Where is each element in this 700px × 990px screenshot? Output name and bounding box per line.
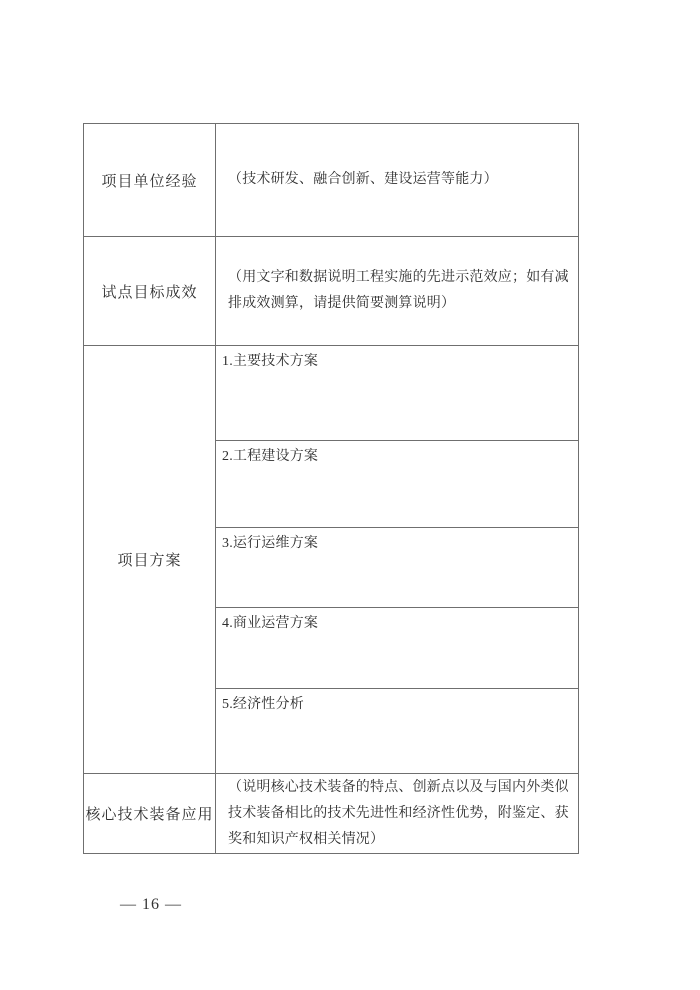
subrow-economic-analysis bbox=[216, 688, 578, 773]
subrow-heading: 4.商业运营方案 bbox=[222, 616, 319, 631]
row-content-text: （技术研发、融合创新、建设运营等能力） bbox=[228, 172, 498, 187]
table-row-project-plan bbox=[84, 345, 578, 773]
subrow-operation-maintenance-plan bbox=[216, 527, 578, 607]
subrow-engineering-construction-plan bbox=[216, 440, 578, 527]
row-label: 核心技术装备应用 bbox=[85, 807, 214, 823]
row-content-cell bbox=[216, 124, 578, 236]
project-plan-subrows bbox=[216, 346, 578, 773]
row-label-cell bbox=[84, 346, 216, 773]
row-label: 项目方案 bbox=[117, 553, 182, 569]
subrow-business-operation-plan bbox=[216, 607, 578, 688]
subrow-heading: 2.工程建设方案 bbox=[222, 449, 319, 464]
form-table bbox=[83, 123, 579, 854]
subrow-heading: 5.经济性分析 bbox=[222, 697, 304, 712]
row-content-text: （说明核心技术装备的特点、创新点以及与国内外类似技术装备相比的技术先进性和经济性优势，附鉴定、获奖和知识产权相关情况） bbox=[228, 779, 569, 847]
table-row-pilot-target-results bbox=[84, 236, 578, 345]
row-label: 项目单位经验 bbox=[101, 173, 198, 190]
row-content-text: （用文字和数据说明工程实施的先进示范效应；如有减排成效测算，请提供简要测算说明） bbox=[228, 270, 569, 311]
subrow-heading: 3.运行运维方案 bbox=[222, 536, 319, 551]
subrow-heading: 1.主要技术方案 bbox=[222, 354, 319, 369]
row-label-cell bbox=[84, 774, 216, 853]
row-content-cell bbox=[216, 237, 578, 345]
row-label-cell bbox=[84, 124, 216, 236]
row-label: 试点目标成效 bbox=[101, 284, 198, 301]
table-row-core-technical-equipment bbox=[84, 773, 578, 853]
table-row-project-unit-experience bbox=[84, 124, 578, 236]
row-content-cell bbox=[216, 774, 578, 853]
subrow-main-technical-plan bbox=[216, 346, 578, 440]
page-number: — 16 — bbox=[120, 896, 182, 913]
row-label-cell bbox=[84, 237, 216, 345]
